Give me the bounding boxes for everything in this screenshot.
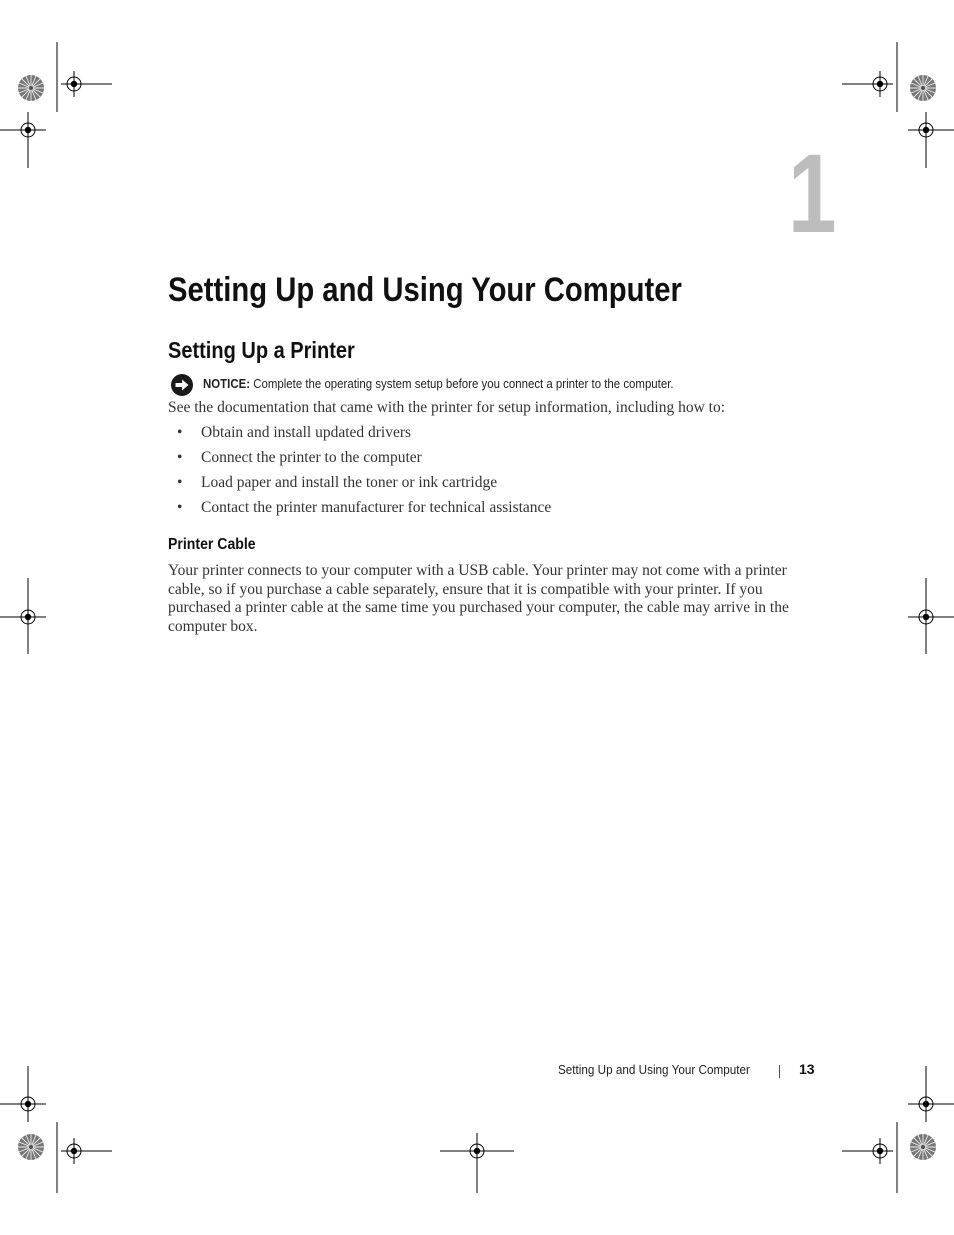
setup-steps-list	[168, 423, 551, 523]
notice-label: NOTICE:	[203, 376, 251, 391]
section-title: Setting Up a Printer	[168, 337, 355, 363]
list-item	[168, 473, 551, 498]
footer-separator	[779, 1065, 780, 1078]
footer-chapter-title: Setting Up and Using Your Computer	[558, 1062, 750, 1077]
list-item-text: Connect the printer to the computer	[201, 449, 422, 466]
notice	[203, 376, 674, 391]
bullet-icon: •	[177, 474, 183, 491]
notice-arrow-icon	[170, 373, 194, 397]
chapter-title: Setting Up and Using Your Computer	[168, 271, 682, 309]
page-number: 13	[799, 1061, 815, 1077]
subsection-title: Printer Cable	[168, 536, 256, 553]
list-item-text: Contact the printer manufacturer for technical assistance	[201, 499, 552, 516]
list-item	[168, 498, 551, 523]
notice-body: Complete the operating system setup before you connect a printer to the computer.	[253, 376, 674, 391]
list-item	[168, 448, 551, 473]
chapter-number: 1	[788, 131, 837, 256]
intro-paragraph: See the documentation that came with the printer for setup information, including how to:	[168, 399, 726, 416]
list-item-text: Obtain and install updated drivers	[201, 424, 412, 441]
bullet-icon: •	[177, 449, 183, 466]
printer-cable-paragraph: Your printer connects to your computer with a USB cable. Your printer may not come with a printer cable, so if you purchase a cable separately, ensure that it is compatible with your printer. If you purchased a printer cable at the same time you purchased your computer, the cable may arrive in the computer box.	[168, 562, 789, 636]
list-item	[168, 423, 551, 448]
bullet-icon: •	[177, 499, 183, 516]
bullet-icon: •	[177, 424, 183, 441]
list-item-text: Load paper and install the toner or ink cartridge	[201, 474, 498, 491]
